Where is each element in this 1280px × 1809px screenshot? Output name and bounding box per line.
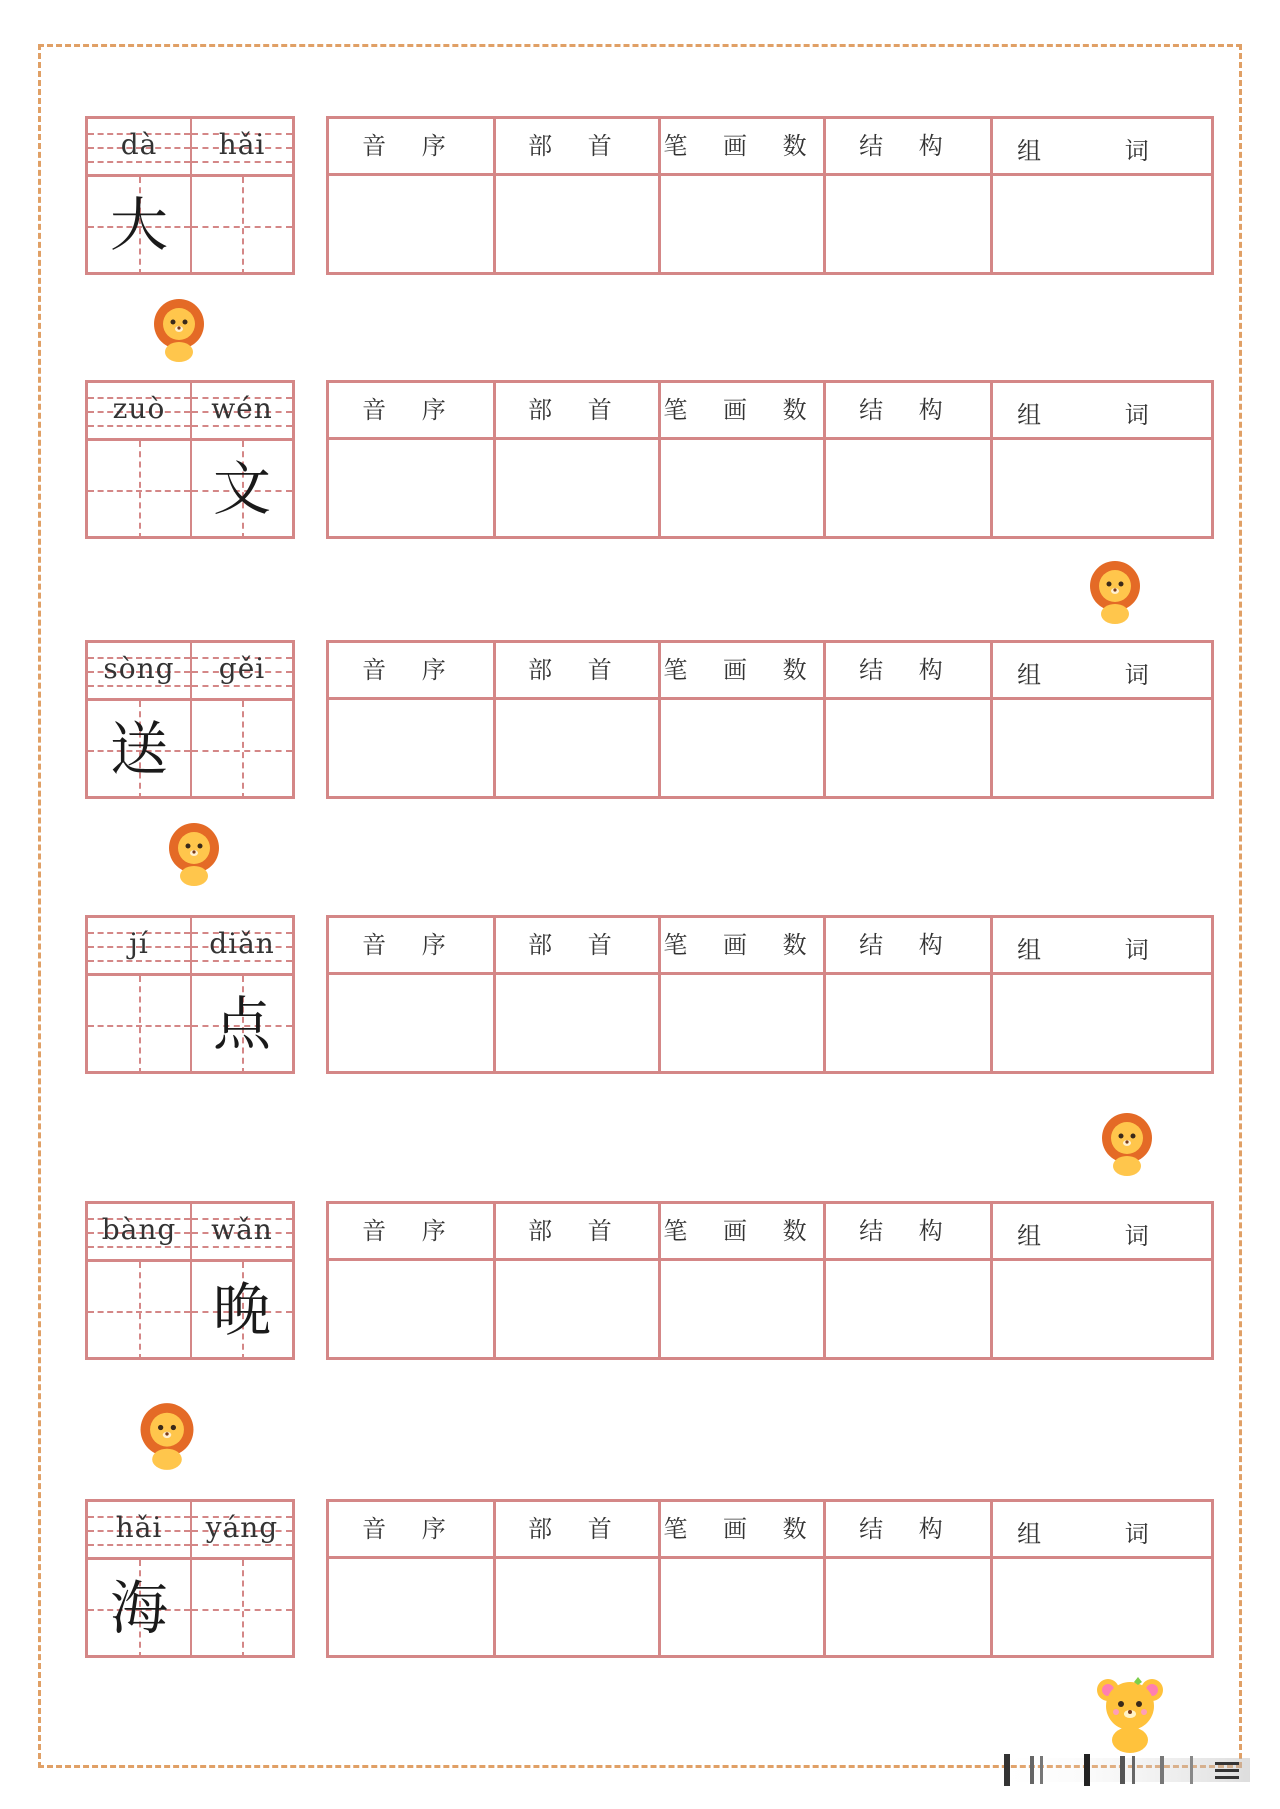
- analysis-column: [493, 918, 658, 1071]
- analysis-column: [823, 119, 990, 272]
- column-header: 组 词: [993, 383, 1211, 440]
- character-row: [0, 915, 1280, 1075]
- column-header: 部 首: [496, 1502, 658, 1559]
- answer-cell[interactable]: [329, 440, 493, 536]
- hanzi-character: 送: [109, 715, 168, 783]
- analysis-table: [326, 915, 1214, 1074]
- answer-cell[interactable]: [329, 1559, 493, 1655]
- hanzi-cell: [190, 643, 292, 796]
- column-header: 结 构: [826, 1204, 990, 1261]
- character-row: [0, 380, 1280, 540]
- analysis-column: [823, 383, 990, 536]
- column-header: 组 词: [993, 1502, 1211, 1559]
- analysis-column: [990, 383, 1211, 536]
- character-row: [0, 640, 1280, 800]
- pinyin-text: sòng: [103, 652, 175, 685]
- column-header: 笔 画 数: [661, 119, 823, 176]
- analysis-column: [990, 1204, 1211, 1357]
- pinyin-text: hǎi: [218, 128, 266, 161]
- answer-cell[interactable]: [496, 176, 658, 272]
- hanzi-cell: [190, 1502, 292, 1655]
- analysis-column: [329, 119, 493, 272]
- answer-cell[interactable]: [993, 700, 1211, 796]
- analysis-column: [493, 643, 658, 796]
- hanzi-cell: [88, 1204, 190, 1357]
- lion-icon: [150, 296, 208, 364]
- column-header: 组 词: [993, 1204, 1211, 1261]
- writing-grid[interactable]: [192, 174, 292, 275]
- lion-icon: [165, 820, 223, 888]
- answer-cell[interactable]: [661, 440, 823, 536]
- analysis-column: [493, 1502, 658, 1655]
- answer-cell[interactable]: [826, 1559, 990, 1655]
- answer-cell[interactable]: [496, 1261, 658, 1357]
- hanzi-cell: [88, 383, 190, 536]
- column-header: 笔 画 数: [661, 643, 823, 700]
- hanzi-character: 晚: [212, 1276, 271, 1344]
- pinyin-text: dà: [120, 128, 158, 161]
- answer-cell[interactable]: [661, 700, 823, 796]
- writing-grid[interactable]: [88, 698, 190, 799]
- column-header: 组 词: [993, 119, 1211, 176]
- character-row: [0, 1201, 1280, 1361]
- hanzi-character: 点: [212, 990, 271, 1058]
- hanzi-cell: [190, 383, 292, 536]
- column-header: 音 序: [329, 643, 493, 700]
- analysis-column: [658, 1204, 823, 1357]
- column-header: 结 构: [826, 119, 990, 176]
- analysis-column: [823, 1204, 990, 1357]
- hanzi-character: 海: [109, 1574, 168, 1642]
- column-header: 部 首: [496, 119, 658, 176]
- writing-grid[interactable]: [88, 438, 190, 539]
- answer-cell[interactable]: [329, 700, 493, 796]
- pinyin-text: hǎi: [115, 1511, 163, 1544]
- column-header: 音 序: [329, 119, 493, 176]
- answer-cell[interactable]: [661, 176, 823, 272]
- column-header: 笔 画 数: [661, 383, 823, 440]
- lion-icon: [1086, 558, 1144, 626]
- hanzi-cell: [88, 918, 190, 1071]
- column-header: 组 词: [993, 643, 1211, 700]
- column-header: 笔 画 数: [661, 1502, 823, 1559]
- hanzi-cell: [88, 1502, 190, 1655]
- writing-grid[interactable]: [192, 1557, 292, 1658]
- hanzi-cell: [190, 119, 292, 272]
- answer-cell[interactable]: [993, 975, 1211, 1071]
- column-header: 部 首: [496, 918, 658, 975]
- analysis-column: [493, 119, 658, 272]
- analysis-column: [329, 1502, 493, 1655]
- writing-grid[interactable]: [88, 1259, 190, 1360]
- answer-cell[interactable]: [496, 700, 658, 796]
- analysis-table: [326, 380, 1214, 539]
- column-header: 结 构: [826, 1502, 990, 1559]
- answer-cell[interactable]: [661, 975, 823, 1071]
- analysis-column: [329, 383, 493, 536]
- pinyin-character-box: [85, 1499, 295, 1658]
- writing-grid[interactable]: [192, 1259, 292, 1360]
- pinyin-text: diǎn: [209, 927, 275, 960]
- answer-cell[interactable]: [993, 176, 1211, 272]
- pinyin-text: yáng: [205, 1511, 279, 1544]
- column-header: 音 序: [329, 1204, 493, 1261]
- pinyin-text: bàng: [101, 1213, 177, 1246]
- column-header: 部 首: [496, 1204, 658, 1261]
- hanzi-cell: [88, 119, 190, 272]
- column-header: 结 构: [826, 643, 990, 700]
- analysis-column: [823, 918, 990, 1071]
- lion-icon: [136, 1400, 198, 1472]
- answer-cell[interactable]: [826, 975, 990, 1071]
- hanzi-character: 文: [212, 455, 271, 523]
- answer-cell[interactable]: [496, 975, 658, 1071]
- pinyin-text: wǎn: [211, 1213, 273, 1246]
- analysis-column: [658, 1502, 823, 1655]
- pinyin-character-box: [85, 1201, 295, 1360]
- analysis-column: [493, 383, 658, 536]
- pinyin-text: zuò: [112, 392, 166, 425]
- pinyin-character-box: [85, 116, 295, 275]
- character-row: [0, 116, 1280, 276]
- analysis-column: [990, 119, 1211, 272]
- column-header: 结 构: [826, 383, 990, 440]
- answer-cell[interactable]: [496, 440, 658, 536]
- character-row: [0, 1499, 1280, 1659]
- writing-grid[interactable]: [192, 438, 292, 539]
- column-header: 音 序: [329, 383, 493, 440]
- answer-cell[interactable]: [329, 176, 493, 272]
- column-header: 笔 画 数: [661, 1204, 823, 1261]
- analysis-column: [329, 643, 493, 796]
- analysis-column: [493, 1204, 658, 1357]
- answer-cell[interactable]: [496, 1559, 658, 1655]
- bear-icon: [1094, 1674, 1166, 1754]
- analysis-column: [658, 643, 823, 796]
- analysis-column: [329, 918, 493, 1071]
- writing-grid[interactable]: [88, 973, 190, 1074]
- answer-cell[interactable]: [826, 1261, 990, 1357]
- analysis-column: [990, 1502, 1211, 1655]
- answer-cell[interactable]: [329, 975, 493, 1071]
- hanzi-cell: [190, 918, 292, 1071]
- writing-grid[interactable]: [88, 174, 190, 275]
- column-header: 笔 画 数: [661, 918, 823, 975]
- answer-cell[interactable]: [993, 1261, 1211, 1357]
- pinyin-text: wén: [211, 392, 273, 425]
- analysis-column: [823, 643, 990, 796]
- column-header: 结 构: [826, 918, 990, 975]
- analysis-table: [326, 640, 1214, 799]
- writing-grid[interactable]: [192, 973, 292, 1074]
- writing-grid[interactable]: [192, 698, 292, 799]
- pinyin-text: jí: [129, 927, 149, 960]
- answer-cell[interactable]: [993, 440, 1211, 536]
- pinyin-text: gěi: [218, 652, 266, 685]
- analysis-column: [990, 918, 1211, 1071]
- answer-cell[interactable]: [329, 1261, 493, 1357]
- answer-cell[interactable]: [993, 1559, 1211, 1655]
- column-header: 部 首: [496, 383, 658, 440]
- pinyin-character-box: [85, 640, 295, 799]
- answer-cell[interactable]: [826, 440, 990, 536]
- column-header: 音 序: [329, 918, 493, 975]
- analysis-column: [658, 119, 823, 272]
- pinyin-character-box: [85, 915, 295, 1074]
- column-header: 部 首: [496, 643, 658, 700]
- analysis-table: [326, 1201, 1214, 1360]
- analysis-column: [658, 383, 823, 536]
- analysis-table: [326, 116, 1214, 275]
- answer-cell[interactable]: [661, 1559, 823, 1655]
- hanzi-cell: [88, 643, 190, 796]
- scan-artifact: [990, 1752, 1250, 1788]
- pinyin-character-box: [85, 380, 295, 539]
- answer-cell[interactable]: [661, 1261, 823, 1357]
- analysis-table: [326, 1499, 1214, 1658]
- analysis-column: [823, 1502, 990, 1655]
- answer-cell[interactable]: [826, 700, 990, 796]
- hanzi-cell: [190, 1204, 292, 1357]
- analysis-column: [990, 643, 1211, 796]
- analysis-column: [329, 1204, 493, 1357]
- column-header: 组 词: [993, 918, 1211, 975]
- hanzi-character: 大: [109, 191, 168, 259]
- lion-icon: [1098, 1110, 1156, 1178]
- writing-grid[interactable]: [88, 1557, 190, 1658]
- analysis-column: [658, 918, 823, 1071]
- column-header: 音 序: [329, 1502, 493, 1559]
- answer-cell[interactable]: [826, 176, 990, 272]
